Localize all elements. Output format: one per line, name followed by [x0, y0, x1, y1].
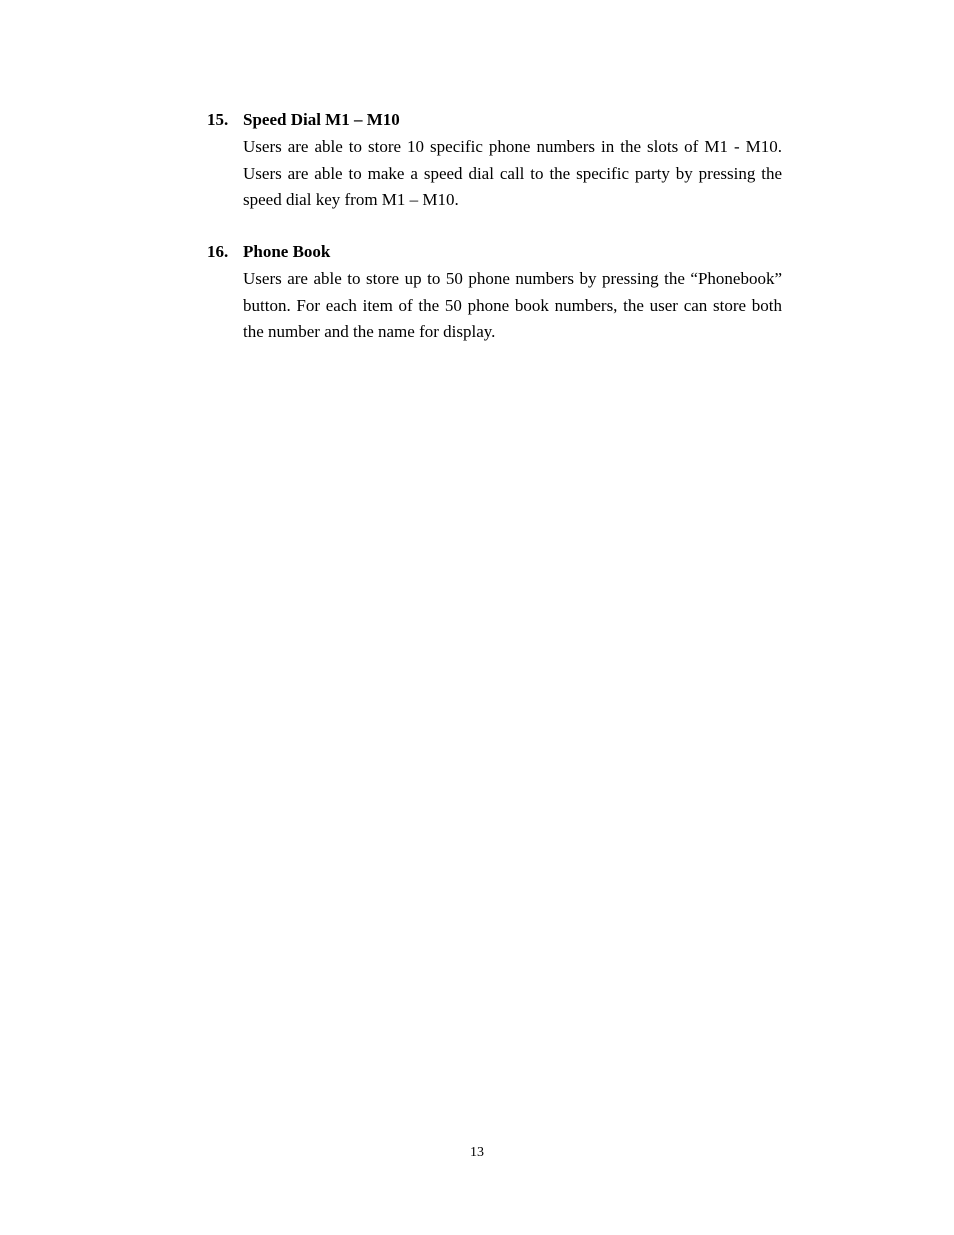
- page-number: 13: [470, 1145, 484, 1160]
- section-body: Users are able to store up to 50 phone numbers by pressing the “Phonebook” button. For each item of the 50 phone book numbers, the user can store both the number and the name for display.: [243, 269, 782, 341]
- section-number: 15.: [207, 110, 229, 129]
- section-body: Users are able to store 10 specific phone numbers in the slots of M1 - M10. Users are able to make a speed dial call to the specific party by pressing the speed dial key from M1 – M10.: [243, 137, 782, 209]
- section-heading: [207, 240, 783, 266]
- section-title: Phone Book: [243, 242, 331, 261]
- section-speed-dial: [207, 108, 783, 214]
- section-number: 16.: [207, 242, 229, 261]
- section-phone-book: [207, 240, 783, 346]
- section-heading: [207, 108, 783, 134]
- section-title: Speed Dial M1 – M10: [243, 110, 400, 129]
